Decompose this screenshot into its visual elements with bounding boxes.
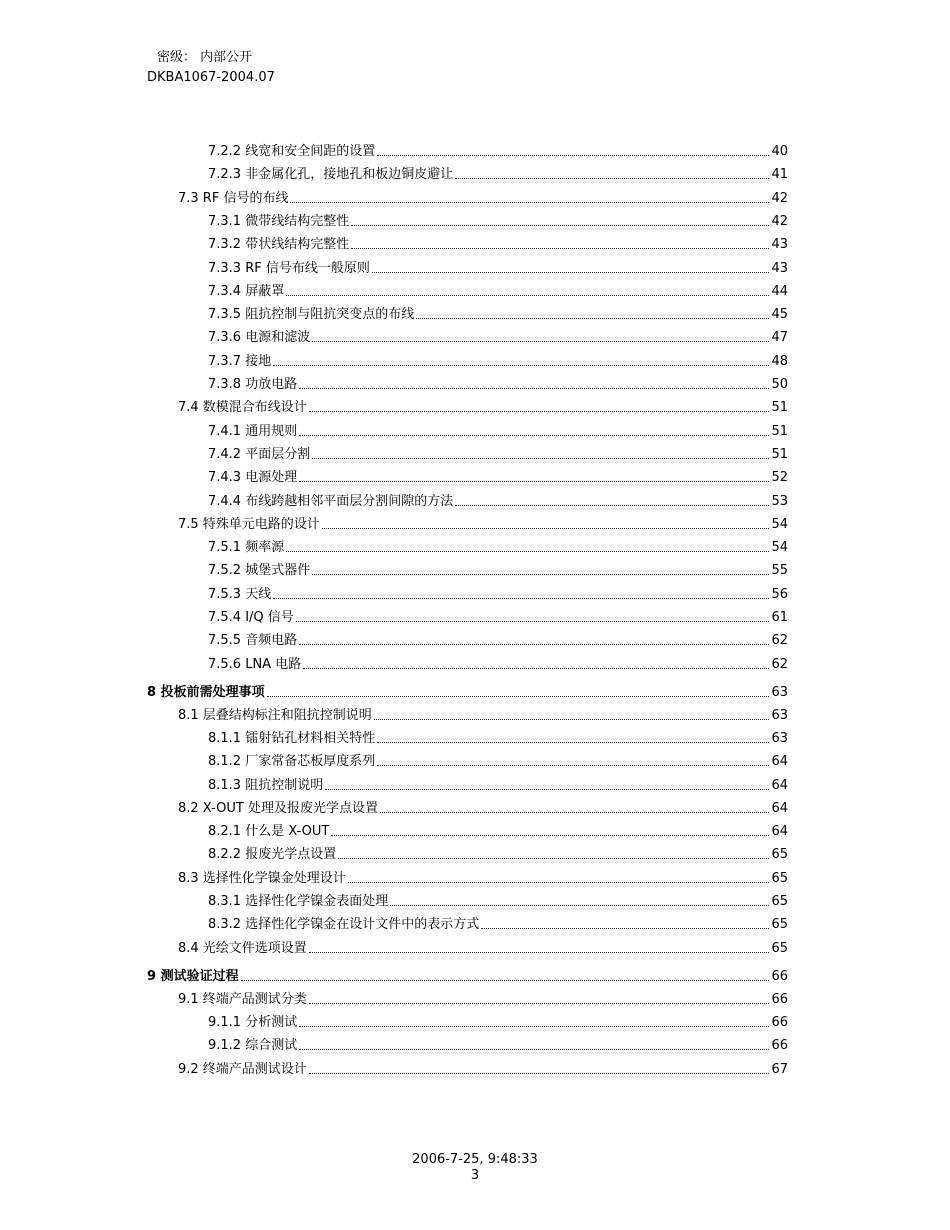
toc-entry-page: 47 [771, 330, 788, 346]
toc-dot-leader [312, 574, 769, 575]
toc-entry-page: 64 [771, 824, 788, 840]
toc-entry-page: 64 [771, 800, 788, 816]
toc-entry-title: 8.2 X-OUT 处理及报废光学点设置 [178, 800, 378, 816]
toc-entry-page: 65 [771, 940, 788, 956]
toc-subsection-entry[interactable] [208, 629, 788, 649]
toc-entry-title: 7.4.3 电源处理 [208, 470, 298, 486]
toc-dot-leader [416, 318, 769, 319]
toc-entry-title: 7.5.5 音频电路 [208, 633, 298, 649]
toc-entry-title: 7.3.2 带状线结构完整性 [208, 237, 350, 253]
toc-subsection-entry[interactable] [208, 326, 788, 346]
toc-dot-leader [309, 411, 770, 412]
toc-dot-leader [299, 481, 769, 482]
toc-entry-title: 7.3 RF 信号的布线 [178, 190, 289, 206]
toc-entry-title: 9 测试验证过程 [147, 968, 239, 984]
toc-dot-leader [455, 505, 769, 506]
toc-subsection-entry[interactable] [208, 536, 788, 556]
toc-entry-page: 63 [771, 684, 788, 700]
toc-subsection-entry[interactable] [208, 210, 788, 230]
toc-subsection-entry[interactable] [208, 1011, 788, 1031]
toc-entry-title: 7.3.3 RF 信号布线一般原则 [208, 260, 370, 276]
toc-dot-leader [290, 202, 769, 203]
toc-entry-page: 63 [771, 730, 788, 746]
toc-subsection-entry[interactable] [208, 163, 788, 183]
toc-dot-leader [299, 644, 769, 645]
toc-entry-page: 53 [771, 493, 788, 509]
toc-entry-title: 7.3.7 接地 [208, 353, 272, 369]
toc-entry-title: 7.3.5 阻抗控制与阻抗突变点的布线 [208, 307, 415, 323]
toc-subsection-entry[interactable] [208, 443, 788, 463]
toc-subsection-entry[interactable] [208, 466, 788, 486]
toc-entry-title: 7.2.2 线宽和安全间距的设置 [208, 144, 376, 159]
toc-dot-leader [309, 1003, 770, 1004]
toc-dot-leader [351, 225, 769, 226]
toc-entry-title: 7.5.1 频率源 [208, 540, 285, 556]
toc-subsection-entry[interactable] [208, 490, 788, 510]
toc-subsection-entry[interactable] [208, 820, 788, 840]
toc-subsection-entry[interactable] [208, 303, 788, 323]
toc-dot-leader [325, 789, 769, 790]
toc-subsection-entry[interactable] [208, 257, 788, 277]
toc-entry-page: 48 [771, 353, 788, 369]
toc-dot-leader [299, 1049, 769, 1050]
toc-dot-leader [267, 696, 770, 697]
toc-entry-page: 56 [771, 586, 788, 602]
toc-entry-title: 7.5.4 I/Q 信号 [208, 610, 294, 625]
toc-entry-page: 51 [771, 400, 788, 416]
toc-entry-page: 40 [771, 144, 788, 159]
toc-section-entry[interactable] [178, 704, 788, 724]
toc-dot-leader [380, 812, 770, 813]
toc-entry-title: 8.1.1 镭射钻孔材料相关特性 [208, 730, 376, 746]
toc-entry-page: 63 [771, 707, 788, 723]
toc-dot-leader [351, 248, 769, 249]
toc-entry-title: 7.5 特殊单元电路的设计 [178, 516, 320, 532]
toc-entry-page: 44 [771, 283, 788, 299]
toc-dot-leader [481, 928, 769, 929]
toc-subsection-entry[interactable] [208, 606, 788, 626]
toc-dot-leader [286, 295, 769, 296]
toc-dot-leader [374, 719, 770, 720]
toc-entry-page: 66 [771, 968, 788, 984]
toc-entry-page: 42 [771, 190, 788, 206]
toc-dot-leader [299, 1026, 769, 1027]
toc-dot-leader [377, 765, 769, 766]
toc-entry-page: 43 [771, 260, 788, 276]
toc-dot-leader [312, 458, 769, 459]
toc-entry-title: 8.3.1 选择性化学镍金表面处理 [208, 894, 389, 909]
toc-entry-title: 9.1 终端产品测试分类 [178, 991, 307, 1007]
toc-entry-title: 8.2.2 报废光学点设置 [208, 847, 337, 863]
toc-chapter-entry[interactable] [147, 965, 788, 985]
toc-entry-page: 66 [771, 1038, 788, 1054]
toc-dot-leader [309, 952, 770, 953]
toc-entry-page: 66 [771, 1014, 788, 1030]
toc-entry-page: 61 [771, 610, 788, 625]
toc-subsection-entry[interactable] [208, 1034, 788, 1054]
toc-section-entry[interactable] [178, 797, 788, 817]
toc-dot-leader [348, 882, 770, 883]
toc-subsection-entry[interactable] [208, 750, 788, 770]
toc-subsection-entry[interactable] [208, 420, 788, 440]
toc-subsection-entry[interactable] [208, 653, 788, 673]
toc-entry-page: 64 [771, 777, 788, 793]
toc-dot-leader [309, 1073, 770, 1074]
toc-dot-leader [273, 598, 769, 599]
toc-entry-title: 8.3 选择性化学镍金处理设计 [178, 870, 346, 886]
toc-entry-page: 55 [771, 563, 788, 579]
toc-entry-title: 8.2.1 什么是 X-OUT [208, 824, 330, 840]
toc-subsection-entry[interactable] [208, 913, 788, 933]
toc-entry-title: 7.2.3 非金属化孔，接地孔和板边铜皮避让 [208, 167, 454, 183]
toc-entry-page: 42 [771, 213, 788, 229]
footer-page-number: 3 [470, 1168, 480, 1183]
toc-dot-leader [299, 388, 769, 389]
toc-entry-title: 7.3.4 屏蔽罩 [208, 283, 285, 299]
toc-entry-page: 54 [771, 516, 788, 532]
toc-dot-leader [372, 272, 770, 273]
toc-entry-page: 65 [771, 870, 788, 886]
toc-entry-page: 50 [771, 377, 788, 392]
footer-timestamp: 2006-7-25, 9:48:33 [412, 1152, 538, 1167]
toc-dot-leader [377, 155, 769, 156]
toc-dot-leader [303, 668, 769, 669]
toc-subsection-entry[interactable] [208, 280, 788, 300]
toc-entry-title: 8.1.2 厂家常备芯板厚度系列 [208, 754, 376, 770]
toc-entry-page: 54 [771, 540, 788, 556]
toc-subsection-entry[interactable] [208, 843, 788, 863]
toc-entry-title: 7.4.1 通用规则 [208, 423, 298, 439]
toc-dot-leader [455, 178, 769, 179]
toc-dot-leader [273, 365, 769, 366]
toc-subsection-entry[interactable] [208, 233, 788, 253]
toc-section-entry[interactable] [178, 867, 788, 887]
toc-entry-page: 51 [771, 446, 788, 462]
toc-subsection-entry[interactable] [208, 559, 788, 579]
toc-entry-title: 7.5.3 天线 [208, 586, 272, 602]
toc-subsection-entry[interactable] [208, 350, 788, 370]
toc-section-entry[interactable] [178, 513, 788, 533]
toc-entry-title: 8 投板前需处理事项 [147, 684, 265, 700]
toc-entry-page: 51 [771, 423, 788, 439]
toc-section-entry[interactable] [178, 1058, 788, 1078]
toc-dot-leader [296, 621, 770, 622]
toc-entry-title: 7.3.6 电源和滤波 [208, 330, 311, 346]
document-id: DKBA1067-2004.07 [147, 70, 275, 85]
toc-subsection-entry[interactable] [208, 727, 788, 747]
toc-entry-title: 9.2 终端产品测试设计 [178, 1061, 307, 1077]
toc-entry-title: 8.1.3 阻抗控制说明 [208, 777, 324, 793]
toc-entry-title: 8.4 光绘文件选项设置 [178, 940, 307, 956]
toc-entry-title: 9.1.1 分析测试 [208, 1014, 298, 1030]
toc-entry-page: 62 [771, 633, 788, 649]
toc-dot-leader [286, 551, 769, 552]
toc-subsection-entry[interactable] [208, 583, 788, 603]
toc-entry-title: 7.3.8 功放电路 [208, 377, 298, 392]
toc-entry-title: 7.4.2 平面层分割 [208, 446, 311, 462]
toc-dot-leader [241, 980, 770, 981]
toc-subsection-entry[interactable] [208, 140, 788, 160]
toc-entry-title: 9.1.2 综合测试 [208, 1038, 298, 1054]
toc-entry-title: 7.5.2 城堡式器件 [208, 563, 311, 579]
toc-entry-page: 65 [771, 894, 788, 909]
toc-entry-page: 45 [771, 307, 788, 323]
security-level: 密级： 内部公开 [157, 50, 253, 65]
toc-dot-leader [377, 742, 769, 743]
toc-entry-page: 65 [771, 917, 788, 933]
toc-entry-title: 7.3.1 微带线结构完整性 [208, 213, 350, 229]
toc-entry-title: 8.1 层叠结构标注和阻抗控制说明 [178, 707, 372, 723]
toc-section-entry[interactable] [178, 988, 788, 1008]
toc-section-entry[interactable] [178, 187, 788, 207]
toc-dot-leader [299, 435, 769, 436]
toc-subsection-entry[interactable] [208, 774, 788, 794]
toc-entry-page: 66 [771, 991, 788, 1007]
toc-entry-page: 52 [771, 470, 788, 486]
toc-section-entry[interactable] [178, 396, 788, 416]
toc-dot-leader [331, 835, 769, 836]
toc-dot-leader [312, 341, 769, 342]
toc-entry-page: 65 [771, 847, 788, 863]
toc-entry-page: 62 [771, 656, 788, 672]
toc-subsection-entry[interactable] [208, 890, 788, 910]
toc-chapter-entry[interactable] [147, 681, 788, 701]
toc-entry-title: 7.4.4 布线跨越相邻平面层分割间隙的方法 [208, 493, 454, 509]
toc-subsection-entry[interactable] [208, 373, 788, 393]
toc-entry-title: 7.5.6 LNA 电路 [208, 656, 302, 672]
toc-entry-page: 43 [771, 237, 788, 253]
toc-dot-leader [390, 905, 769, 906]
toc-dot-leader [338, 858, 769, 859]
toc-entry-title: 7.4 数模混合布线设计 [178, 400, 307, 416]
toc-entry-title: 8.3.2 选择性化学镍金在设计文件中的表示方式 [208, 917, 480, 933]
toc-entry-page: 41 [771, 167, 788, 183]
toc-section-entry[interactable] [178, 937, 788, 957]
toc-entry-page: 64 [771, 754, 788, 770]
toc-entry-page: 67 [771, 1061, 788, 1077]
toc-dot-leader [322, 528, 770, 529]
